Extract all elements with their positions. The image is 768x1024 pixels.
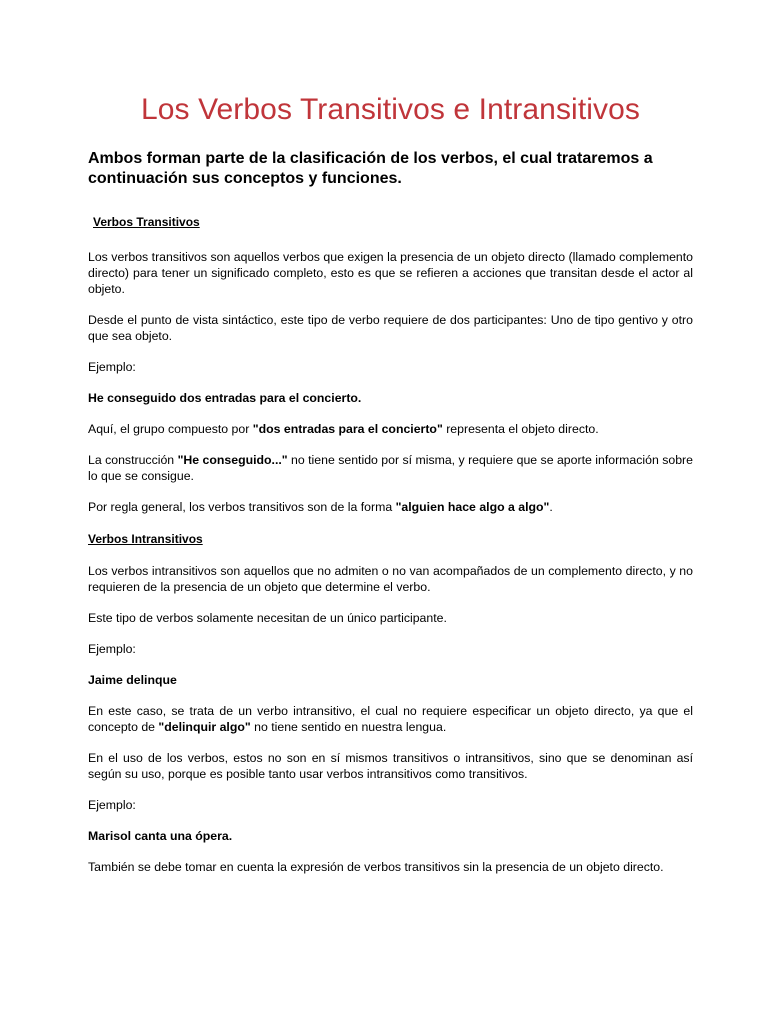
paragraph-intransitivos-definition: Los verbos intransitivos son aquellos que no admiten o no van acompañados de un complemento directo, y no requieren de la presencia de un objeto que determine el verbo. bbox=[88, 564, 693, 594]
document-title: Los Verbos Transitivos e Intransitivos bbox=[140, 93, 641, 126]
section-heading-transitivos: Verbos Transitivos bbox=[93, 215, 200, 229]
text-run-bold: "He conseguido..." bbox=[177, 453, 288, 467]
text-run: Por regla general, los verbos transitivos son de la forma bbox=[88, 500, 396, 514]
text-run: En este caso, se trata de un verbo intransitivo, el cual no requiere especificar un objeto directo, ya que el concepto de bbox=[88, 704, 693, 734]
paragraph-transitivos-grupo bbox=[88, 421, 693, 437]
text-run-bold: "delinquir algo" bbox=[158, 720, 251, 734]
paragraph-transitivos-regla bbox=[88, 499, 693, 515]
paragraph-intransitivos-expresion: También se debe tomar en cuenta la expresión de verbos transitivos sin la presencia de un objeto directo. bbox=[88, 860, 664, 874]
text-run: representa el objeto directo. bbox=[442, 422, 599, 436]
example-sentence-3: Marisol canta una ópera. bbox=[88, 829, 233, 843]
example-label-2: Ejemplo: bbox=[88, 642, 136, 656]
document-subtitle: Ambos forman parte de la clasificación de los verbos, el cual trataremos a continuación sus conceptos y funciones. bbox=[88, 150, 653, 187]
paragraph-intransitivos-uso: En el uso de los verbos, estos no son en sí mismos transitivos o intransitivos, sino que se denominan así según su uso, porque es posible tanto usar verbos intransitivos como transitivos. bbox=[88, 751, 693, 781]
example-label-3: Ejemplo: bbox=[88, 798, 136, 812]
example-sentence-1: He conseguido dos entradas para el concierto. bbox=[88, 391, 362, 405]
text-run-bold: "alguien hace algo a algo" bbox=[395, 500, 550, 514]
text-run: Aquí, el grupo compuesto por bbox=[88, 422, 253, 436]
paragraph-intransitivos-caso bbox=[88, 703, 693, 735]
section-heading-intransitivos: Verbos Intransitivos bbox=[88, 532, 203, 546]
text-run: La construcción bbox=[88, 453, 178, 467]
paragraph-intransitivos-participante: Este tipo de verbos solamente necesitan de un único participante. bbox=[88, 611, 447, 625]
example-label-1: Ejemplo: bbox=[88, 360, 136, 374]
text-run-bold: "dos entradas para el concierto" bbox=[252, 422, 443, 436]
paragraph-transitivos-sintactico: Desde el punto de vista sintáctico, este tipo de verbo requiere de dos participantes: Uno de tipo gentivo y otro que sea objeto. bbox=[88, 313, 693, 343]
paragraph-transitivos-construccion bbox=[88, 452, 693, 484]
paragraph-transitivos-definition: Los verbos transitivos son aquellos verbos que exigen la presencia de un objeto directo (llamado complemento directo) para tener un significado completo, esto es que se refieren a acciones que transitan desde el actor al objeto. bbox=[88, 250, 693, 296]
text-run: . bbox=[549, 500, 553, 514]
text-run: no tiene sentido por sí misma, y requiere que se aporte información sobre lo que se consigue. bbox=[88, 453, 693, 483]
example-sentence-2: Jaime delinque bbox=[88, 673, 177, 687]
text-run: no tiene sentido en nuestra lengua. bbox=[250, 720, 447, 734]
